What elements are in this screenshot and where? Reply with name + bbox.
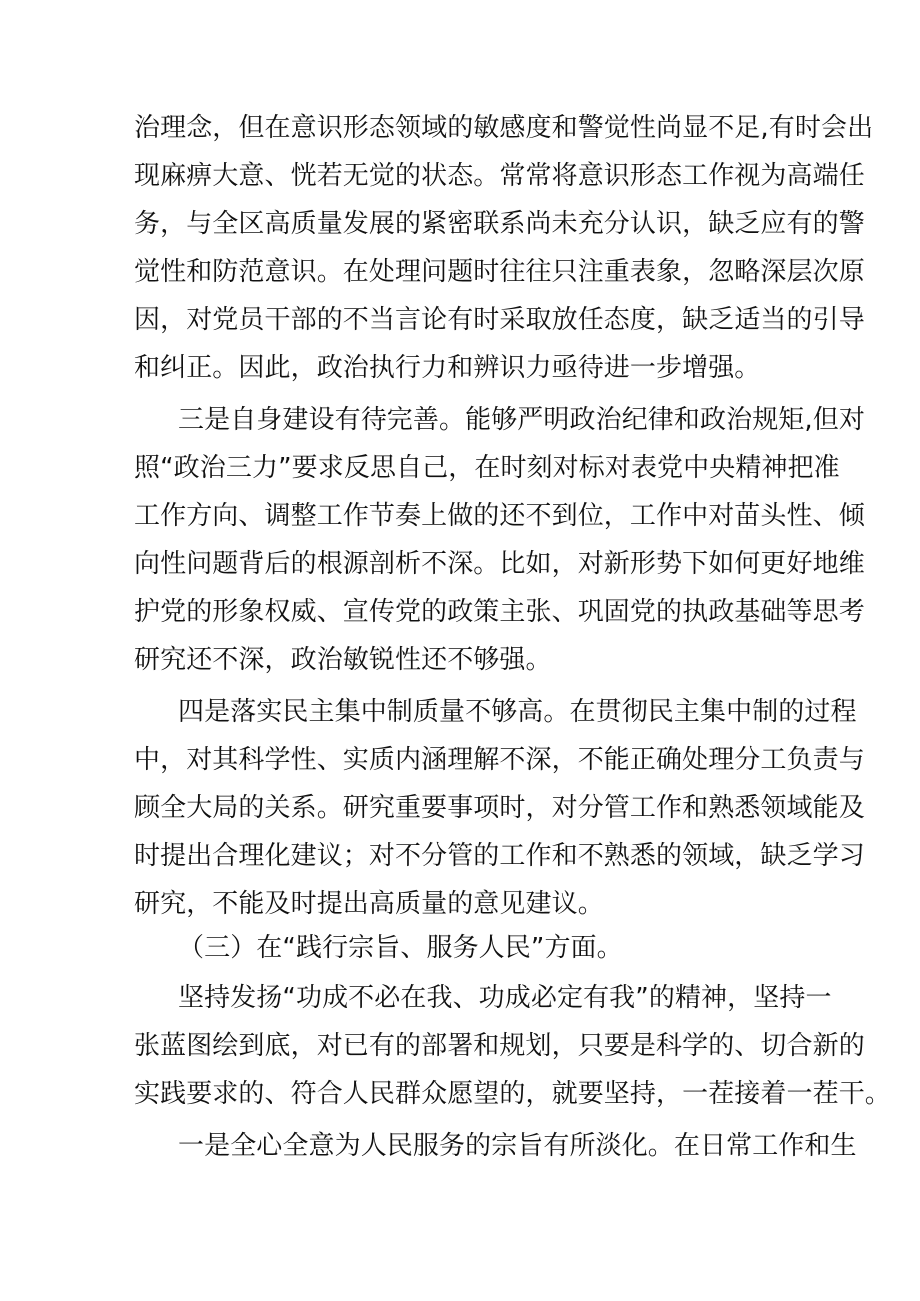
- text-line: 中，对其科学性、实质内涵理解不深，不能正确处理分工负责与: [134, 745, 865, 775]
- paragraph-start-line: 一是全心全意为人民服务的宗旨有所淡化。在日常工作和生: [178, 1131, 857, 1161]
- text-line: 张蓝图绘到底，对已有的部署和规划，只要是科学的、切合新的: [134, 1031, 865, 1061]
- text-line: 和纠正。因此，政治执行力和辨识力亟待进一步增强。: [134, 353, 761, 383]
- text-line: 护党的形象权威、宣传党的政策主张、巩固党的执政基础等思考: [134, 597, 865, 627]
- section-heading: （三）在“践行宗旨、服务人民”方面。: [178, 933, 623, 963]
- paragraph-start-line: 三是自身建设有待完善。能够严明政治纪律和政治规矩,但对: [178, 405, 865, 435]
- text-line: 觉性和防范意识。在处理问题时往往只注重表象，忽略深层次原: [134, 257, 865, 287]
- text-line: 现麻痹大意、恍若无觉的状态。常常将意识形态工作视为高端任: [134, 161, 865, 191]
- text-line: 研究，不能及时提出高质量的意见建议。: [134, 889, 604, 919]
- text-line: 务，与全区高质量发展的紧密联系尚未充分认识，缺乏应有的警: [134, 209, 865, 239]
- text-line: 照“政治三力”要求反思自己，在时刻对标对表党中央精神把准: [134, 453, 840, 483]
- paragraph-start-line: 四是落实民主集中制质量不够高。在贯彻民主集中制的过程: [178, 697, 857, 727]
- text-line: 向性问题背后的根源剖析不深。比如，对新形势下如何更好地维: [134, 549, 865, 579]
- text-line: 研究还不深，政治敏锐性还不够强。: [134, 645, 552, 675]
- text-line: 实践要求的、符合人民群众愿望的，就要坚持，一茬接着一茬干。: [134, 1079, 891, 1109]
- text-line: 治理念，但在意识形态领域的敏感度和警觉性尚显不足,有时会出: [134, 113, 874, 143]
- paragraph-start-line: 坚持发扬“功成不必在我、功成必定有我”的精神，坚持一: [178, 983, 832, 1013]
- text-line: 顾全大局的关系。研究重要事项时，对分管工作和熟悉领域能及: [134, 793, 865, 823]
- text-line: 时提出合理化建议；对不分管的工作和不熟悉的领域，缺乏学习: [134, 841, 865, 871]
- text-line: 因，对党员干部的不当言论有时采取放任态度，缺乏适当的引导: [134, 305, 865, 335]
- text-line: 工作方向、调整工作节奏上做的还不到位，工作中对苗头性、倾: [134, 501, 865, 531]
